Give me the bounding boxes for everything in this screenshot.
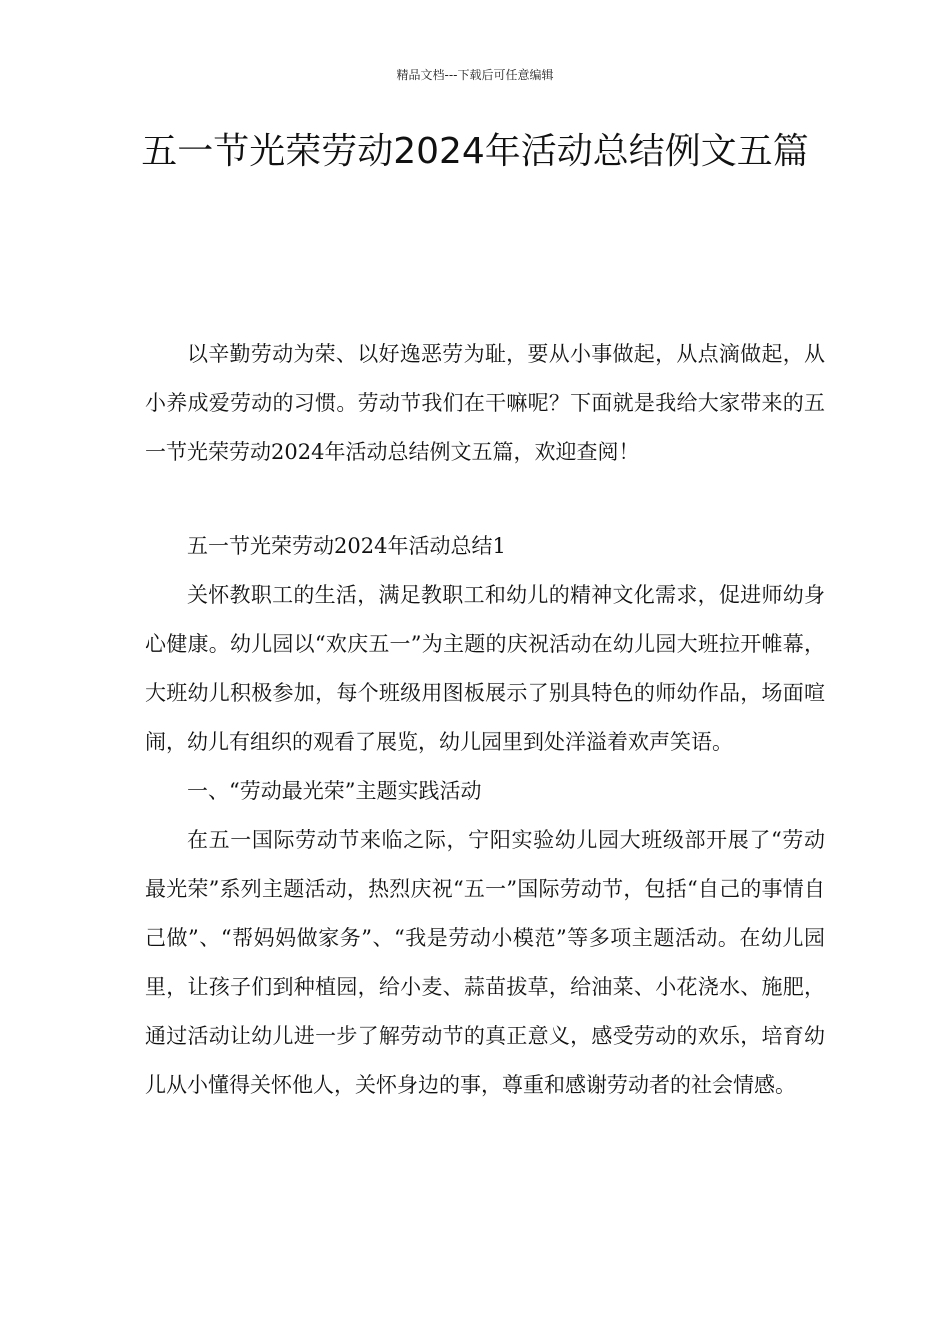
page-header: 精品文档---下载后可任意编辑 bbox=[396, 68, 554, 82]
body-paragraph: 关怀教职工的生活，满足教职工和幼儿的精神文化需求，促进师幼身心健康。幼儿园以“欢庆五一”为主题的庆祝活动在幼儿园大班拉开帷幕，大班幼儿积极参加，每个班级用图板展示了别具特色的师幼作品，场面喧闹，幼儿有组织的观看了展览，幼儿园里到处洋溢着欢声笑语。 bbox=[145, 583, 825, 754]
intro-paragraph: 以辛勤劳动为荣、以好逸恶劳为耻，要从小事做起，从点滴做起，从小养成爱劳动的习惯。劳动节我们在干嘛呢？下面就是我给大家带来的五一节光荣劳动2024年活动总结例文五篇，欢迎查阅！ bbox=[145, 342, 825, 464]
subsection-heading: 一、“劳动最光荣”主题实践活动 bbox=[187, 779, 482, 803]
body-paragraph: 在五一国际劳动节来临之际，宁阳实验幼儿园大班级部开展了“劳动最光荣”系列主题活动，热烈庆祝“五一”国际劳动节，包括“自己的事情自己做”、“帮妈妈做家务”、“我是劳动小模范”等多项主题活动。在幼儿园里，让孩子们到种植园，给小麦、蒜苗拔草，给油菜、小花浇水、施肥，通过活动让幼儿进一步了解劳动节的真正意义，感受劳动的欢乐，培育幼儿从小懂得关怀他人，关怀身边的事，尊重和感谢劳动者的社会情感。 bbox=[145, 828, 825, 1097]
document-body bbox=[145, 330, 825, 1110]
section-heading-1: 五一节光荣劳动2024年活动总结1 bbox=[187, 534, 506, 558]
document-title: 五一节光荣劳动2024年活动总结例文五篇 bbox=[141, 131, 809, 172]
